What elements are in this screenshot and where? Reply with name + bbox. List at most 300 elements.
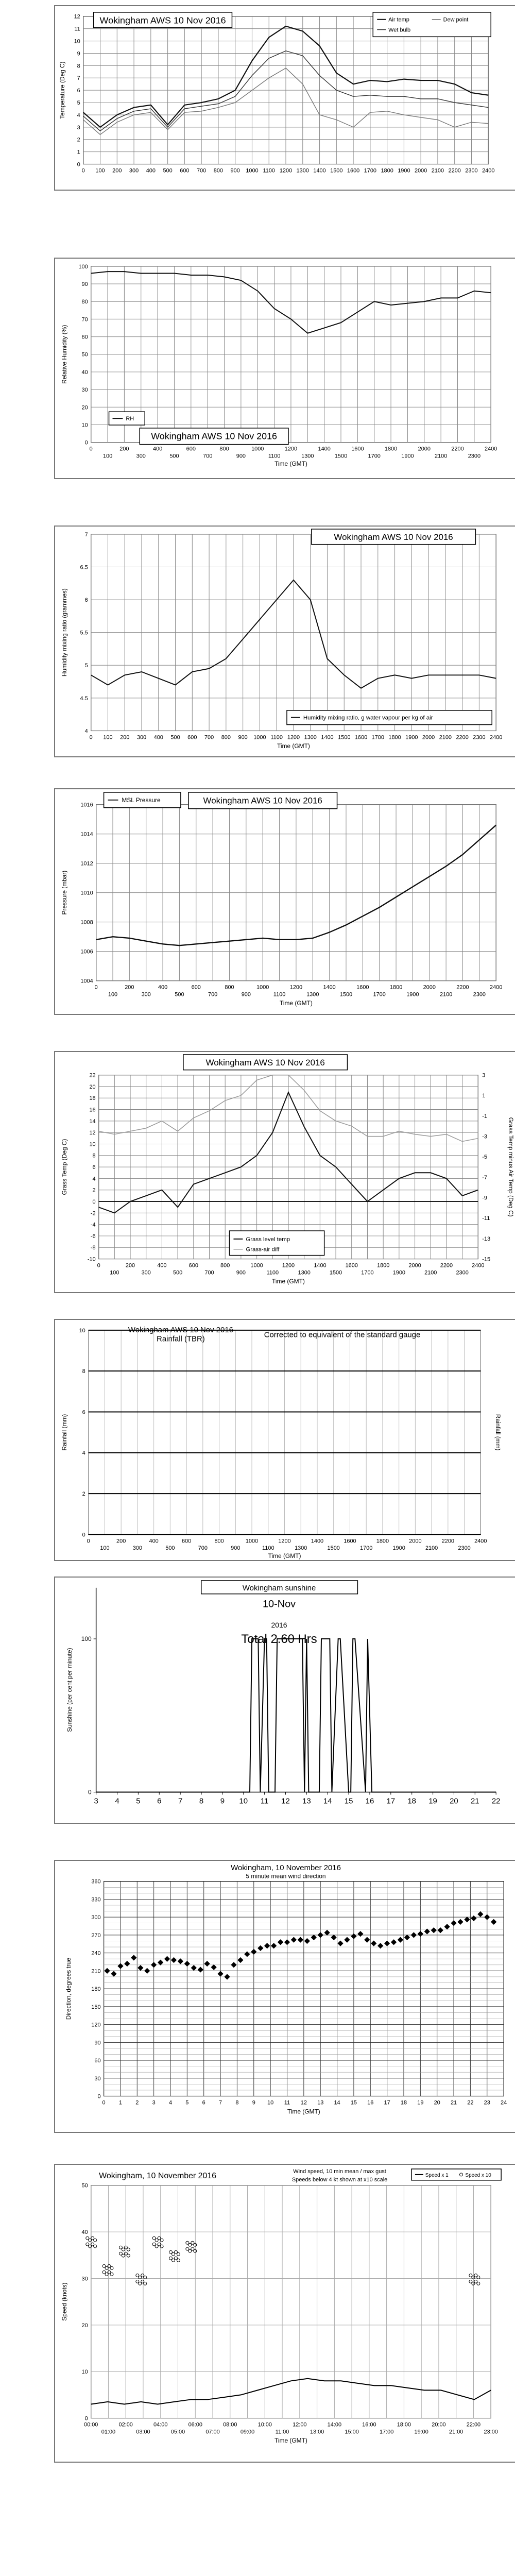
x-tick-label: 1300 xyxy=(298,1269,311,1276)
x-tick-label: 1200 xyxy=(284,446,298,452)
x-tick-label: 400 xyxy=(157,1262,167,1269)
x-tick-label: 1700 xyxy=(364,167,377,174)
x-tick-label: 600 xyxy=(188,1262,198,1269)
x-tick-label: 20 xyxy=(450,1797,458,1806)
x-tick-label: 600 xyxy=(191,984,201,991)
x-tick-label: 14:00 xyxy=(327,2421,342,2428)
y-tick-label: 270 xyxy=(91,1932,101,1939)
y-axis-label: Direction, degrees true xyxy=(64,1957,72,2020)
x-tick-label: 2100 xyxy=(424,1269,437,1276)
x-tick-label: 500 xyxy=(169,453,179,460)
grass-chart xyxy=(55,1052,515,1292)
y-tick-label: -10 xyxy=(87,1256,96,1263)
y-tick-label: 20 xyxy=(81,2322,88,2329)
y-tick-label: 18 xyxy=(89,1095,96,1102)
y-tick-label: 100 xyxy=(81,1635,92,1642)
x-tick-label: 900 xyxy=(230,167,240,174)
y-tick-label: 6 xyxy=(82,1409,85,1416)
x-tick-label: 1300 xyxy=(301,453,314,460)
x-tick-label: 2300 xyxy=(456,1269,469,1276)
x-tick-label: 10 xyxy=(267,2099,274,2106)
x-tick-label: 21 xyxy=(450,2099,457,2106)
y-tick-label: 2 xyxy=(77,137,80,143)
x-tick-label: 1800 xyxy=(388,734,401,741)
x-tick-label: 1300 xyxy=(304,734,317,741)
x-tick-label: 1400 xyxy=(318,446,331,452)
x-tick-label: 1400 xyxy=(313,167,326,174)
x-tick-label: 15 xyxy=(350,2099,357,2106)
y2-axis-label: Rainfall (mm) xyxy=(494,1414,502,1451)
x-tick-label: 300 xyxy=(132,1545,143,1552)
x-tick-label: 22 xyxy=(467,2099,474,2106)
x-tick-label: 1500 xyxy=(334,453,348,460)
wind-speed-panel xyxy=(54,2164,515,2463)
x-tick-label: 17 xyxy=(386,1797,396,1806)
y-tick-label: 8 xyxy=(92,1153,96,1159)
humidity-panel xyxy=(54,258,515,479)
x-axis-label: Time (GMT) xyxy=(274,2437,307,2445)
y-tick-label: 1 xyxy=(77,149,80,156)
x-tick-label: 1000 xyxy=(253,734,266,741)
y-axis-label: Humidity mixing ratio (grammes) xyxy=(60,588,68,677)
x-tick-label: 1900 xyxy=(406,991,419,998)
x-tick-label: 300 xyxy=(136,453,146,460)
x-tick-label: 2100 xyxy=(425,1545,438,1552)
x-tick-label: 1500 xyxy=(329,1269,342,1276)
x-tick-label: 1600 xyxy=(345,1262,358,1269)
y-tick-label: 1014 xyxy=(80,831,93,838)
x-tick-label: 300 xyxy=(129,167,139,174)
x-tick-label: 900 xyxy=(238,734,248,741)
x-tick-label: 400 xyxy=(158,984,168,991)
x-tick-label: 700 xyxy=(208,991,218,998)
chart-subtitle: Wind speed, 10 min mean / max gust xyxy=(293,2168,386,2175)
y-axis-label: Grass Temp (Deg C) xyxy=(60,1139,68,1195)
x-tick-label: 17 xyxy=(384,2099,390,2106)
x-tick-label: 2100 xyxy=(439,734,452,741)
legend-label: Grass level temp xyxy=(246,1236,290,1243)
chart-title: Wokingham AWS 10 Nov 2016 xyxy=(128,1326,233,1334)
y2-tick-label: -5 xyxy=(482,1154,488,1161)
y-tick-label: 12 xyxy=(74,13,80,20)
y-axis-label: Rainfall (mm) xyxy=(60,1414,68,1451)
x-tick-label: 1100 xyxy=(270,734,283,741)
y-tick-label: 4 xyxy=(92,1176,96,1182)
y-tick-label: 5 xyxy=(77,100,80,107)
y-tick-label: 240 xyxy=(91,1950,101,1957)
x-tick-label: 1300 xyxy=(306,991,319,998)
y-tick-label: 9 xyxy=(77,50,80,57)
x-tick-label: 7 xyxy=(178,1797,183,1806)
x-tick-label: 13 xyxy=(317,2099,324,2106)
chart-subtitle: Rainfall (TBR) xyxy=(157,1335,205,1344)
y-tick-label: 5 xyxy=(84,663,88,669)
x-tick-label: 1600 xyxy=(344,1538,356,1545)
x-tick-label: 1000 xyxy=(250,1262,263,1269)
x-tick-label: 2300 xyxy=(465,167,478,174)
x-tick-label: 16:00 xyxy=(362,2421,376,2428)
x-tick-label: 1800 xyxy=(376,1538,389,1545)
x-tick-label: 20:00 xyxy=(432,2421,446,2428)
y-tick-label: 6 xyxy=(77,88,80,94)
chart-subtitle: 5 minute mean wind direction xyxy=(246,1872,326,1880)
y-tick-label: 360 xyxy=(91,1878,101,1885)
x-tick-label: 900 xyxy=(236,453,246,460)
x-tick-label: 1000 xyxy=(251,446,264,452)
y2-tick-label: 1 xyxy=(482,1093,486,1099)
x-tick-label: 2200 xyxy=(456,984,469,991)
y-axis-label: Pressure (mbar) xyxy=(60,870,68,915)
x-tick-label: 2400 xyxy=(474,1538,487,1545)
x-tick-label: 2400 xyxy=(490,734,503,741)
y-tick-label: 2 xyxy=(92,1187,96,1194)
wind-direction-panel xyxy=(54,1860,515,2133)
x-tick-label: 6 xyxy=(202,2099,205,2106)
x-tick-label: 1100 xyxy=(262,1545,274,1552)
x-axis-label: Time (GMT) xyxy=(272,1278,305,1285)
rain-panel xyxy=(54,1319,515,1561)
x-tick-label: 22 xyxy=(491,1797,501,1806)
x-tick-label: 600 xyxy=(186,446,196,452)
chart-subtitle2: Speeds below 4 kt shown at x10 scale xyxy=(291,2176,388,2183)
y-tick-label: 1012 xyxy=(80,860,93,867)
x-tick-label: 2400 xyxy=(472,1262,485,1269)
x-tick-label: 18:00 xyxy=(397,2421,411,2428)
x-tick-label: 1500 xyxy=(330,167,343,174)
x-tick-label: 8 xyxy=(235,2099,239,2106)
y-tick-label: 0 xyxy=(82,1532,85,1538)
x-tick-label: 200 xyxy=(116,1538,126,1545)
chart-title: Wokingham AWS 10 Nov 2016 xyxy=(99,15,226,26)
x-tick-label: 15 xyxy=(344,1797,353,1806)
x-tick-label: 800 xyxy=(214,1538,224,1545)
x-tick-label: 700 xyxy=(204,734,214,741)
x-tick-label: 2100 xyxy=(434,453,448,460)
y-tick-label: -8 xyxy=(90,1245,96,1251)
x-tick-label: 300 xyxy=(136,734,147,741)
y-tick-label: 7 xyxy=(84,531,88,538)
x-tick-label: 1900 xyxy=(405,734,418,741)
x-tick-label: 700 xyxy=(197,167,207,174)
x-tick-label: 100 xyxy=(95,167,105,174)
x-tick-label: 12 xyxy=(281,1797,290,1806)
x-tick-label: 03:00 xyxy=(136,2429,150,2435)
x-tick-label: 02:00 xyxy=(118,2421,133,2428)
grass-panel xyxy=(54,1051,515,1293)
x-tick-label: 200 xyxy=(119,446,129,452)
temperature-panel xyxy=(54,5,515,191)
x-tick-label: 700 xyxy=(204,1269,214,1276)
x-tick-label: 1400 xyxy=(311,1538,324,1545)
y-tick-label: 90 xyxy=(94,2040,101,2046)
x-tick-label: 1400 xyxy=(321,734,334,741)
y-tick-label: 4 xyxy=(82,1450,85,1456)
x-tick-label: 1800 xyxy=(381,167,393,174)
x-tick-label: 5 xyxy=(185,2099,189,2106)
x-tick-label: 1100 xyxy=(266,1269,279,1276)
legend-label: Speed x 1 xyxy=(425,2172,449,2178)
x-tick-label: 5 xyxy=(136,1797,141,1806)
sunshine-trace xyxy=(96,1639,496,1792)
x-tick-label: 1600 xyxy=(354,734,368,741)
y-tick-label: 10 xyxy=(74,38,80,45)
x-tick-label: 6 xyxy=(157,1797,162,1806)
x-tick-label: 20 xyxy=(434,2099,440,2106)
y-tick-label: 7 xyxy=(77,75,80,82)
x-tick-label: 600 xyxy=(187,734,197,741)
x-tick-label: 23 xyxy=(484,2099,490,2106)
chart-title: Wokingham AWS 10 Nov 2016 xyxy=(203,795,322,806)
x-tick-label: 8 xyxy=(199,1797,204,1806)
x-tick-label: 800 xyxy=(221,734,231,741)
x-tick-label: 500 xyxy=(170,734,180,741)
wind-direction-chart xyxy=(55,1861,515,2132)
y-tick-label: 0 xyxy=(88,1788,92,1796)
x-tick-label: 900 xyxy=(241,991,251,998)
chart-title: Wokingham AWS 10 Nov 2016 xyxy=(151,431,278,442)
x-tick-label: 900 xyxy=(236,1269,246,1276)
x-tick-label: 2000 xyxy=(423,984,436,991)
chart-title: Wokingham, 10 November 2016 xyxy=(99,2171,217,2180)
legend-label: Air temp xyxy=(388,16,409,23)
x-tick-label: 1 xyxy=(118,2099,122,2106)
x-tick-label: 1600 xyxy=(347,167,360,174)
y2-tick-label: -15 xyxy=(482,1256,491,1263)
x-tick-label: 06:00 xyxy=(188,2421,202,2428)
y-tick-label: 50 xyxy=(81,2182,88,2189)
x-tick-label: 500 xyxy=(173,1269,183,1276)
y-tick-label: 180 xyxy=(91,1986,101,1993)
x-tick-label: 10 xyxy=(239,1797,248,1806)
x-tick-label: 2000 xyxy=(418,446,431,452)
legend-label: Speed x 10 xyxy=(465,2172,491,2178)
legend-label: Grass-air diff xyxy=(246,1246,280,1253)
x-tick-label: 500 xyxy=(175,991,184,998)
x-tick-label: 800 xyxy=(219,446,229,452)
sunshine-panel xyxy=(54,1577,515,1824)
y-tick-label: 8 xyxy=(82,1368,85,1375)
x-tick-label: 0 xyxy=(87,1538,90,1545)
y2-tick-label: -3 xyxy=(482,1133,488,1140)
x-tick-label: 19:00 xyxy=(414,2429,428,2435)
x-tick-label: 1200 xyxy=(278,1538,291,1545)
x-tick-label: 900 xyxy=(231,1545,241,1552)
x-tick-label: 2200 xyxy=(456,734,469,741)
x-tick-label: 200 xyxy=(112,167,122,174)
x-tick-label: 17:00 xyxy=(379,2429,394,2435)
x-tick-label: 24 xyxy=(501,2099,507,2106)
y-tick-label: 50 xyxy=(81,351,88,358)
y-tick-label: 30 xyxy=(81,387,88,394)
y-tick-label: 60 xyxy=(94,2058,101,2064)
x-tick-label: 1200 xyxy=(287,734,300,741)
x-tick-label: 1200 xyxy=(279,167,293,174)
x-tick-label: 2200 xyxy=(451,446,464,452)
x-tick-label: 11:00 xyxy=(275,2429,289,2435)
x-tick-label: 3 xyxy=(152,2099,156,2106)
y-tick-label: 30 xyxy=(94,2075,101,2082)
x-tick-label: 05:00 xyxy=(170,2429,185,2435)
x-tick-label: 500 xyxy=(163,167,173,174)
y-tick-label: 6.5 xyxy=(80,564,88,571)
y-tick-label: 0 xyxy=(92,1198,96,1205)
x-tick-label: 2000 xyxy=(408,1262,421,1269)
x-tick-label: 1500 xyxy=(339,991,353,998)
x-tick-label: 23:00 xyxy=(484,2429,498,2435)
x-tick-label: 2100 xyxy=(431,167,444,174)
y2-tick-label: -1 xyxy=(482,1113,488,1120)
y-axis-label: Temperature (Deg C) xyxy=(58,61,66,119)
temperature-chart xyxy=(55,6,515,190)
x-tick-label: 2400 xyxy=(490,984,503,991)
x-tick-label: 500 xyxy=(165,1545,175,1552)
x-tick-label: 14 xyxy=(334,2099,340,2106)
x-tick-label: 3 xyxy=(94,1797,98,1806)
x-tick-label: 7 xyxy=(219,2099,222,2106)
y-tick-label: 0 xyxy=(84,2415,88,2422)
x-tick-label: 0 xyxy=(89,446,93,452)
x-tick-label: 1900 xyxy=(392,1269,406,1276)
x-tick-label: 300 xyxy=(141,1269,151,1276)
x-tick-label: 15:00 xyxy=(345,2429,359,2435)
x-tick-label: 18 xyxy=(400,2099,407,2106)
chart-title: Wokingham AWS 10 Nov 2016 xyxy=(205,1057,325,1067)
x-tick-label: 09:00 xyxy=(240,2429,255,2435)
y-axis-label: Sunshine (per cent per minute) xyxy=(65,1648,73,1732)
y2-tick-label: -7 xyxy=(482,1174,488,1181)
y-tick-label: 22 xyxy=(89,1072,96,1079)
x-tick-label: 0 xyxy=(97,1262,100,1269)
y2-tick-label: -9 xyxy=(482,1195,488,1201)
y-tick-label: 11 xyxy=(74,26,80,32)
x-tick-label: 2400 xyxy=(482,167,495,174)
chart-title: Wokingham sunshine xyxy=(242,1584,316,1592)
x-tick-label: 1900 xyxy=(398,167,410,174)
mixing-panel xyxy=(54,526,515,757)
y-tick-label: 4.5 xyxy=(80,695,88,702)
legend-label: RH xyxy=(126,416,134,422)
x-tick-label: 11 xyxy=(284,2099,290,2106)
y-axis-label: Relative Humidity (%) xyxy=(60,325,68,384)
y-tick-label: 150 xyxy=(91,2004,101,2010)
rain-chart xyxy=(55,1320,515,1560)
x-tick-label: 100 xyxy=(102,453,113,460)
x-tick-label: 1200 xyxy=(289,984,303,991)
y-tick-label: 70 xyxy=(81,316,88,323)
y-tick-label: 12 xyxy=(89,1130,96,1137)
x-tick-label: 0 xyxy=(102,2099,106,2106)
y-tick-label: 120 xyxy=(91,2022,101,2028)
y-tick-label: 10 xyxy=(81,422,88,429)
x-tick-label: 2000 xyxy=(414,167,427,174)
x-tick-label: 2300 xyxy=(458,1545,471,1552)
mixing-chart xyxy=(55,527,515,756)
y-tick-label: 5.5 xyxy=(80,630,88,636)
x-tick-label: 1400 xyxy=(323,984,336,991)
x-tick-label: 400 xyxy=(153,734,163,741)
x-tick-label: 16 xyxy=(367,2099,374,2106)
x-tick-label: 0 xyxy=(94,984,98,991)
x-tick-label: 22:00 xyxy=(466,2421,481,2428)
x-tick-label: 1300 xyxy=(296,167,309,174)
legend-label: MSL Pressure xyxy=(122,796,161,804)
y-tick-label: 210 xyxy=(91,1968,101,1975)
x-tick-label: 12 xyxy=(300,2099,307,2106)
x-tick-label: 1000 xyxy=(245,1538,259,1545)
y-tick-label: 1004 xyxy=(80,978,93,985)
chart-total: Total 2.60 Hrs xyxy=(241,1632,317,1646)
x-tick-label: 13 xyxy=(302,1797,311,1806)
x-tick-label: 2400 xyxy=(485,446,497,452)
legend-label: Dew point xyxy=(443,16,469,23)
y-tick-label: 20 xyxy=(81,404,88,411)
x-tick-label: 9 xyxy=(220,1797,225,1806)
y-tick-label: 4 xyxy=(84,728,88,735)
x-tick-label: 2100 xyxy=(439,991,453,998)
wind-speed-chart xyxy=(55,2165,515,2462)
x-tick-label: 1800 xyxy=(376,1262,390,1269)
chart-note: Corrected to equivalent of the standard gauge xyxy=(264,1331,421,1340)
y-tick-label: 330 xyxy=(91,1896,101,1903)
y-tick-label: 0 xyxy=(97,2093,101,2100)
x-tick-label: 1800 xyxy=(384,446,398,452)
y2-tick-label: -11 xyxy=(482,1215,490,1222)
x-tick-label: 800 xyxy=(220,1262,230,1269)
x-tick-label: 9 xyxy=(252,2099,255,2106)
x-tick-label: 1900 xyxy=(401,453,414,460)
x-tick-label: 200 xyxy=(125,1262,135,1269)
x-axis-label: Time (GMT) xyxy=(277,742,310,750)
x-tick-label: 1500 xyxy=(327,1545,340,1552)
x-tick-label: 2300 xyxy=(473,991,486,998)
x-tick-label: 4 xyxy=(168,2099,173,2106)
x-tick-label: 1700 xyxy=(368,453,381,460)
chart-year: 2016 xyxy=(271,1621,287,1630)
humidity-chart xyxy=(55,259,515,478)
x-tick-label: 19 xyxy=(428,1797,437,1806)
x-tick-label: 08:00 xyxy=(223,2421,237,2428)
x-tick-label: 400 xyxy=(149,1538,159,1545)
y-tick-label: 8 xyxy=(77,63,80,70)
x-tick-label: 1300 xyxy=(295,1545,307,1552)
x-tick-label: 1700 xyxy=(360,1545,373,1552)
x-axis-label: Time (GMT) xyxy=(268,1552,301,1560)
y-tick-label: 14 xyxy=(89,1118,96,1125)
x-tick-label: 700 xyxy=(203,453,213,460)
x-tick-label: 1800 xyxy=(389,984,403,991)
y-tick-label: 0 xyxy=(77,161,80,168)
x-tick-label: 1700 xyxy=(371,734,384,741)
x-tick-label: 400 xyxy=(152,446,163,452)
y-tick-label: -6 xyxy=(90,1233,96,1240)
y-tick-label: 20 xyxy=(89,1083,96,1090)
y-tick-label: 6 xyxy=(92,1164,96,1171)
x-tick-label: 1700 xyxy=(373,991,386,998)
y-tick-label: 2 xyxy=(82,1491,85,1498)
chart-title: Wokingham, 10 November 2016 xyxy=(231,1863,341,1872)
sunshine-chart xyxy=(55,1578,515,1823)
y-tick-label: 40 xyxy=(81,2229,88,2236)
y-tick-label: 16 xyxy=(89,1107,96,1113)
x-tick-label: 19 xyxy=(417,2099,424,2106)
y-tick-label: 40 xyxy=(81,369,88,376)
x-tick-label: 01:00 xyxy=(101,2429,116,2435)
y-tick-label: 1006 xyxy=(80,948,93,955)
y-tick-label: 4 xyxy=(77,112,80,118)
x-tick-label: 400 xyxy=(146,167,156,174)
x-tick-label: 1900 xyxy=(392,1545,405,1552)
x-tick-label: 100 xyxy=(100,1545,110,1552)
